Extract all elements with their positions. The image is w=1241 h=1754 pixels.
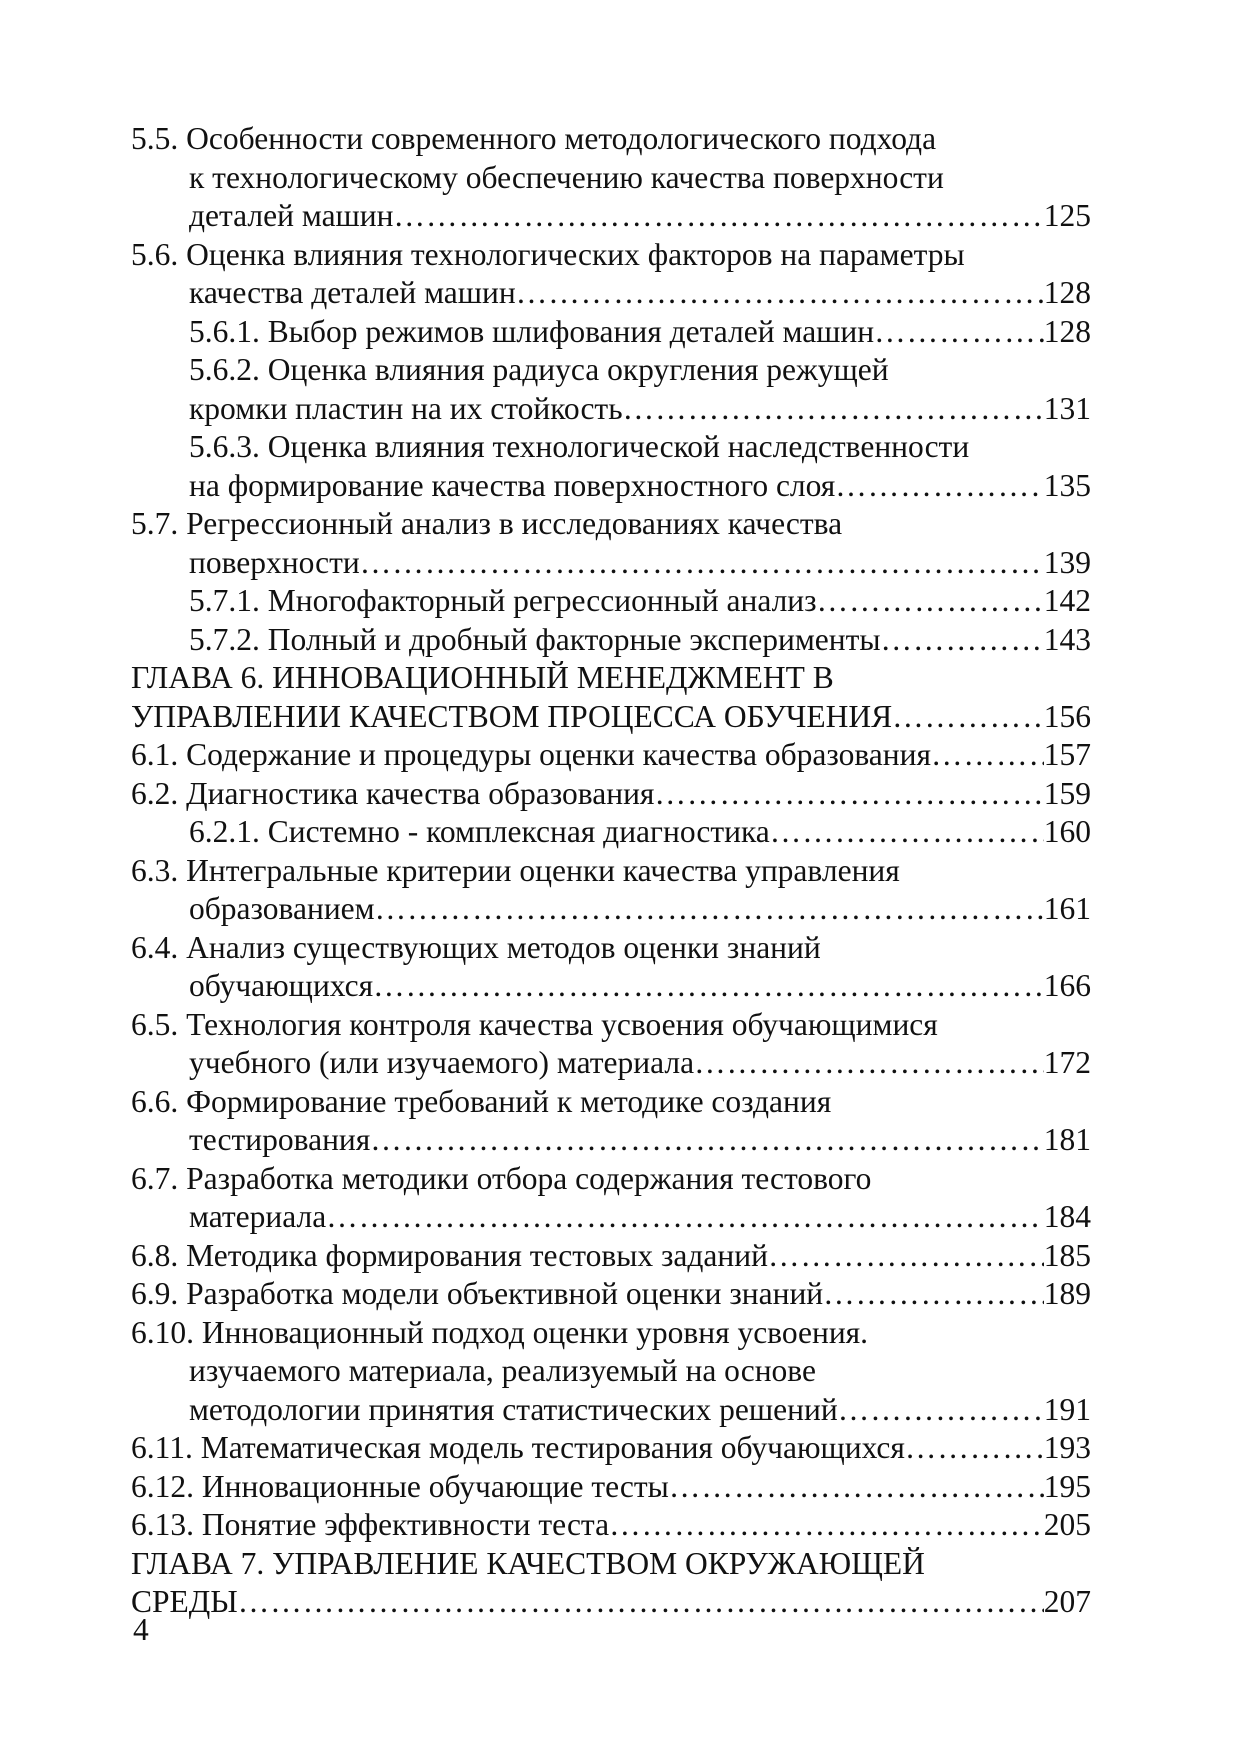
toc-line [131, 1506, 1091, 1545]
toc-leader-dots [373, 967, 1044, 1006]
toc-leader-dots [694, 1044, 1044, 1083]
toc-leader-dots [817, 582, 1044, 621]
toc-line [131, 1198, 1091, 1237]
toc-leader-dots [835, 467, 1043, 506]
toc-page-number: 161 [1043, 891, 1091, 926]
toc-entry-text: ГЛАВА 6. ИННОВАЦИОННЫЙ МЕНЕДЖМЕНТ В [131, 660, 834, 695]
toc-line [131, 1083, 1091, 1122]
toc-entry-text: 6.8. Методика формирования тестовых заданий [131, 1237, 768, 1273]
toc-entry-text: 5.7.1. Многофакторный регрессионный анализ [189, 583, 817, 618]
toc-line [131, 1468, 1091, 1507]
toc-line [131, 621, 1091, 660]
table-of-contents [131, 120, 1091, 1622]
toc-leader-dots [768, 1237, 1044, 1276]
toc-line [131, 1237, 1091, 1276]
toc-page-number: 156 [1043, 698, 1091, 734]
toc-leader-dots [654, 775, 1043, 814]
toc-line [131, 813, 1091, 852]
toc-leader-dots [238, 1583, 1044, 1622]
toc-line [131, 1314, 1091, 1353]
toc-line [131, 467, 1091, 506]
toc-page-number: 185 [1043, 1237, 1091, 1273]
toc-entry-text: 6.12. Инновационные обучающие тесты [131, 1468, 669, 1504]
toc-entry-text: 5.7. Регрессионный анализ в исследованиях качества [131, 506, 843, 541]
toc-entry-text: поверхности [189, 544, 360, 580]
toc-entry-text: к технологическому обеспечению качества поверхности [189, 159, 944, 195]
toc-page-number: 205 [1043, 1507, 1091, 1542]
toc-line [131, 120, 1091, 159]
toc-line [131, 159, 1091, 198]
toc-line [131, 1545, 1091, 1584]
toc-leader-dots [770, 813, 1044, 852]
toc-page-number: 128 [1043, 313, 1091, 349]
toc-entry-text: 5.6.3. Оценка влияния технологической наследственности [189, 429, 970, 464]
toc-page-number: 207 [1043, 1584, 1091, 1619]
toc-line [131, 852, 1091, 891]
toc-line [131, 1160, 1091, 1199]
toc-page-number: 139 [1043, 544, 1091, 580]
toc-page-number: 184 [1043, 1199, 1091, 1234]
toc-entry-text: 5.5. Особенности современного методологического подхода [131, 121, 937, 156]
toc-entry-text: 5.6.1. Выбор режимов шлифования деталей машин [189, 313, 875, 349]
toc-line [131, 659, 1091, 698]
toc-line [131, 313, 1091, 352]
toc-entry-text: 6.13. Понятие эффективности теста [131, 1507, 610, 1542]
toc-leader-dots [905, 1429, 1044, 1468]
toc-entry-text: 5.7.2. Полный и дробный факторные эксперименты [189, 621, 881, 657]
toc-page-number: 157 [1043, 737, 1091, 772]
toc-line [131, 775, 1091, 814]
toc-entry-text: 6.6. Формирование требований к методике создания [131, 1083, 832, 1119]
toc-leader-dots [823, 1275, 1044, 1314]
toc-entry-text: ГЛАВА 7. УПРАВЛЕНИЕ КАЧЕСТВОМ ОКРУЖАЮЩЕЙ [131, 1545, 925, 1581]
toc-entry-text: методологии принятия статистических решений [189, 1391, 838, 1427]
toc-page-number: 131 [1043, 390, 1091, 426]
toc-page-number: 191 [1043, 1391, 1091, 1427]
toc-entry-text: 6.4. Анализ существующих методов оценки знаний [131, 929, 821, 965]
toc-page-number: 172 [1043, 1045, 1091, 1080]
toc-line [131, 736, 1091, 775]
toc-leader-dots [394, 197, 1044, 236]
toc-leader-dots [623, 390, 1044, 429]
toc-page-number: 128 [1043, 275, 1091, 310]
toc-page-number: 142 [1043, 583, 1091, 618]
page-number: 4 [133, 1612, 149, 1647]
toc-line [131, 1583, 1091, 1622]
toc-line [131, 390, 1091, 429]
toc-page-number: 181 [1043, 1122, 1091, 1157]
toc-line [131, 197, 1091, 236]
toc-entry-text: обучающихся [189, 968, 374, 1003]
toc-page-number: 195 [1043, 1468, 1091, 1504]
toc-line [131, 967, 1091, 1006]
toc-line [131, 236, 1091, 275]
toc-entry-text: 5.6. Оценка влияния технологических факторов на параметры [131, 236, 965, 272]
toc-entry-text: 6.11. Математическая модель тестирования обучающихся [131, 1430, 905, 1465]
toc-line [131, 505, 1091, 544]
toc-page-number: 159 [1043, 775, 1091, 811]
toc-entry-text: кромки пластин на их стойкость [189, 390, 623, 426]
toc-line [131, 351, 1091, 390]
toc-page-number: 166 [1043, 968, 1091, 1003]
toc-leader-dots [881, 621, 1044, 660]
toc-entry-text: 6.7. Разработка методики отбора содержания тестового [131, 1160, 872, 1196]
toc-line [131, 1275, 1091, 1314]
toc-entry-text: 6.2. Диагностика качества образования [131, 775, 655, 811]
toc-page-number: 135 [1043, 467, 1091, 503]
toc-entry-text: тестирования [189, 1122, 371, 1157]
toc-leader-dots [516, 274, 1044, 313]
toc-entry-text: 6.2.1. Системно - комплексная диагностика [189, 814, 770, 849]
toc-line [131, 1006, 1091, 1045]
toc-line [131, 1121, 1091, 1160]
toc-page-number: 189 [1043, 1276, 1091, 1311]
toc-entry-text: 6.3. Интегральные критерии оценки качества управления [131, 852, 900, 888]
toc-line [131, 274, 1091, 313]
toc-line [131, 890, 1091, 929]
toc-page-number: 125 [1043, 198, 1091, 233]
toc-leader-dots [360, 544, 1044, 583]
toc-entry-text: 6.9. Разработка модели объективной оценки знаний [131, 1276, 824, 1311]
toc-leader-dots [370, 1121, 1043, 1160]
toc-entry-text: СРЕДЫ [131, 1584, 238, 1619]
toc-leader-dots [892, 698, 1044, 737]
toc-entry-text: качества деталей машин [189, 275, 516, 310]
toc-leader-dots [609, 1506, 1044, 1545]
toc-line [131, 1429, 1091, 1468]
toc-line [131, 582, 1091, 621]
toc-leader-dots [931, 736, 1044, 775]
toc-leader-dots [669, 1468, 1044, 1507]
toc-entry-text: изучаемого материала, реализуемый на основе [189, 1353, 816, 1388]
toc-entry-text: учебного (или изучаемого) материала [189, 1045, 695, 1080]
toc-line [131, 929, 1091, 968]
toc-leader-dots [838, 1391, 1044, 1430]
toc-entry-text: на формирование качества поверхностного слоя [189, 467, 836, 503]
toc-line [131, 1391, 1091, 1430]
toc-entry-text: УПРАВЛЕНИИ КАЧЕСТВОМ ПРОЦЕССА ОБУЧЕНИЯ [131, 698, 893, 734]
toc-entry-text: 6.1. Содержание и процедуры оценки качества образования [131, 737, 931, 772]
toc-leader-dots [375, 890, 1044, 929]
toc-entry-text: образованием [189, 891, 375, 926]
toc-line [131, 544, 1091, 583]
toc-line [131, 1352, 1091, 1391]
toc-leader-dots [874, 313, 1044, 352]
toc-page-number: 160 [1043, 814, 1091, 849]
toc-entry-text: 5.6.2. Оценка влияния радиуса округления режущей [189, 352, 889, 387]
toc-entry-text: деталей машин [189, 198, 394, 233]
toc-line [131, 428, 1091, 467]
toc-entry-text: 6.10. Инновационный подход оценки уровня усвоения. [131, 1314, 869, 1350]
toc-entry-text: материала [189, 1199, 327, 1234]
toc-line [131, 1044, 1091, 1083]
toc-line [131, 698, 1091, 737]
toc-entry-text: 6.5. Технология контроля качества усвоения обучающимися [131, 1006, 938, 1042]
toc-page-number: 143 [1043, 621, 1091, 657]
toc-leader-dots [326, 1198, 1044, 1237]
toc-page-number: 193 [1043, 1430, 1091, 1465]
